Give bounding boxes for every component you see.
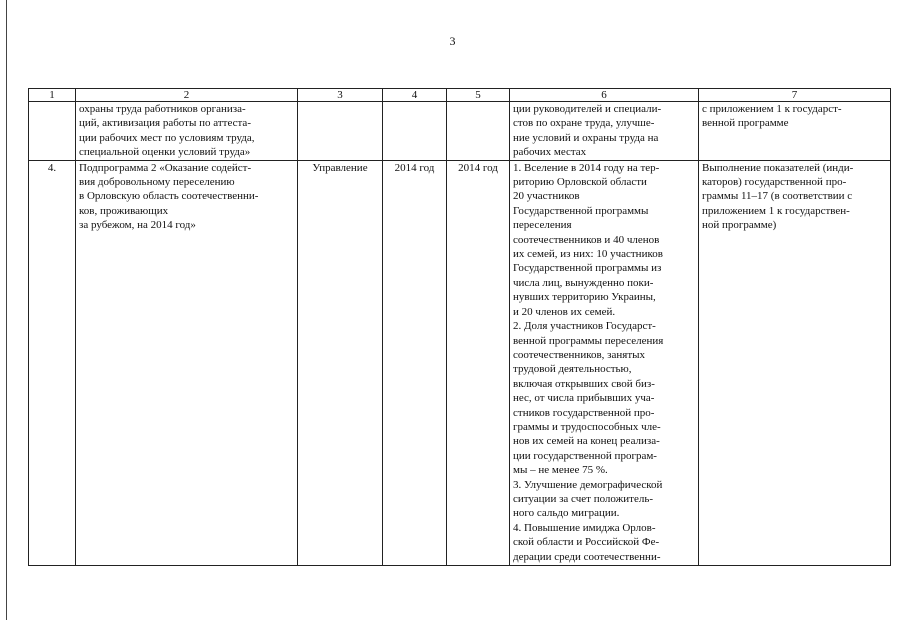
text-line: вия добровольному переселению — [79, 176, 235, 189]
page-number: 3 — [449, 34, 456, 48]
text-line: 4. Повышение имиджа Орлов- — [513, 521, 656, 534]
text-line: ситуации за счет положитель- — [513, 492, 653, 505]
text-line: ной программе) — [702, 219, 777, 232]
cell-expected-result — [510, 160, 699, 565]
text-line: Выполнение показателей (инди- — [702, 161, 854, 174]
text-line: ного сальдо миграции. — [513, 507, 620, 520]
column-header-3: 3 — [298, 89, 383, 102]
cell-number: 4. — [29, 160, 76, 565]
text-line: ции государственной програм- — [513, 449, 657, 462]
text-line: соотечественников и 40 членов — [513, 233, 660, 246]
text-line: дерации среди соотечественни- — [513, 550, 661, 563]
text-line: каторов) государственной про- — [702, 176, 847, 189]
text-line: за рубежом, на 2014 год» — [79, 219, 196, 232]
cell-indicator-link — [699, 160, 891, 565]
continuation-row — [29, 102, 891, 161]
text-line: нес, от числа прибывших уча- — [513, 392, 655, 405]
text-line: мы – не менее 75 %. — [513, 464, 608, 477]
text-line: ков, проживающих — [79, 204, 169, 217]
text-line: Государственной программы — [513, 204, 649, 217]
text-line: 2. Доля участников Государст- — [513, 320, 656, 333]
cell-end-year: 2014 год — [447, 160, 510, 565]
text-line: ций, активизация работы по аттеста- — [79, 117, 251, 130]
header-row — [29, 89, 891, 102]
column-header-7: 7 — [699, 89, 891, 102]
text-line: стников государственной про- — [513, 406, 655, 419]
column-header-6: 6 — [510, 89, 699, 102]
column-header-5: 5 — [447, 89, 510, 102]
text-line: охраны труда работников организа- — [79, 103, 246, 115]
text-line: ции руководителей и специали- — [513, 103, 662, 115]
text-line: рабочих местах — [513, 146, 587, 159]
text-line: 20 участников — [513, 190, 580, 203]
cell-expected-result — [510, 102, 699, 161]
column-header-4: 4 — [383, 89, 447, 102]
text-line: риторию Орловской области — [513, 176, 647, 189]
text-line: в Орловскую область соотечественни- — [79, 190, 259, 203]
text-line: и 20 членов их семей. — [513, 305, 616, 318]
column-header-2: 2 — [76, 89, 298, 102]
text-line: приложением 1 к государствен- — [702, 204, 850, 217]
cell-start-year: 2014 год — [383, 160, 447, 565]
cell-measure-name — [76, 102, 298, 161]
text-line: ние условий и охраны труда на — [513, 131, 659, 144]
cell-end-year — [447, 102, 510, 161]
text-line: включая открывших свой биз- — [513, 377, 655, 390]
text-line: венной программе — [702, 117, 789, 130]
text-line: специальной оценки условий труда» — [79, 146, 251, 159]
text-line: Подпрограмма 2 «Оказание содейст- — [79, 161, 252, 174]
text-line: числа лиц, вынужденно поки- — [513, 276, 654, 289]
cell-executor: Управление — [298, 160, 383, 565]
text-line: нов их семей на конец реализа- — [513, 435, 660, 448]
text-line: соотечественников, занятых — [513, 348, 646, 361]
text-line: 1. Вселение в 2014 году на тер- — [513, 161, 660, 174]
row-4 — [29, 160, 891, 565]
text-line: венной программы переселения — [513, 334, 664, 347]
text-line: нувших территорию Украины, — [513, 291, 656, 304]
text-line: их семей, из них: 10 участников — [513, 248, 663, 261]
text-line: стов по охране труда, улучше- — [513, 117, 655, 130]
program-table — [28, 88, 891, 566]
text-line: с приложением 1 к государст- — [702, 103, 842, 115]
text-line: ции рабочих мест по условиям труда, — [79, 131, 255, 144]
cell-executor — [298, 102, 383, 161]
text-line: 3. Улучшение демографической — [513, 478, 663, 491]
cell-indicator-link — [699, 102, 891, 161]
text-line: граммы и трудоспособных чле- — [513, 420, 661, 433]
text-line: граммы 11–17 (в соответствии с — [702, 190, 853, 203]
cell-number — [29, 102, 76, 161]
left-margin-rule — [6, 0, 7, 620]
cell-measure-name — [76, 160, 298, 565]
text-line: переселения — [513, 219, 572, 232]
text-line: Государственной программы из — [513, 262, 662, 275]
column-header-1: 1 — [29, 89, 76, 102]
cell-start-year — [383, 102, 447, 161]
text-line: ской области и Российской Фе- — [513, 536, 660, 549]
text-line: трудовой деятельностью, — [513, 363, 632, 376]
